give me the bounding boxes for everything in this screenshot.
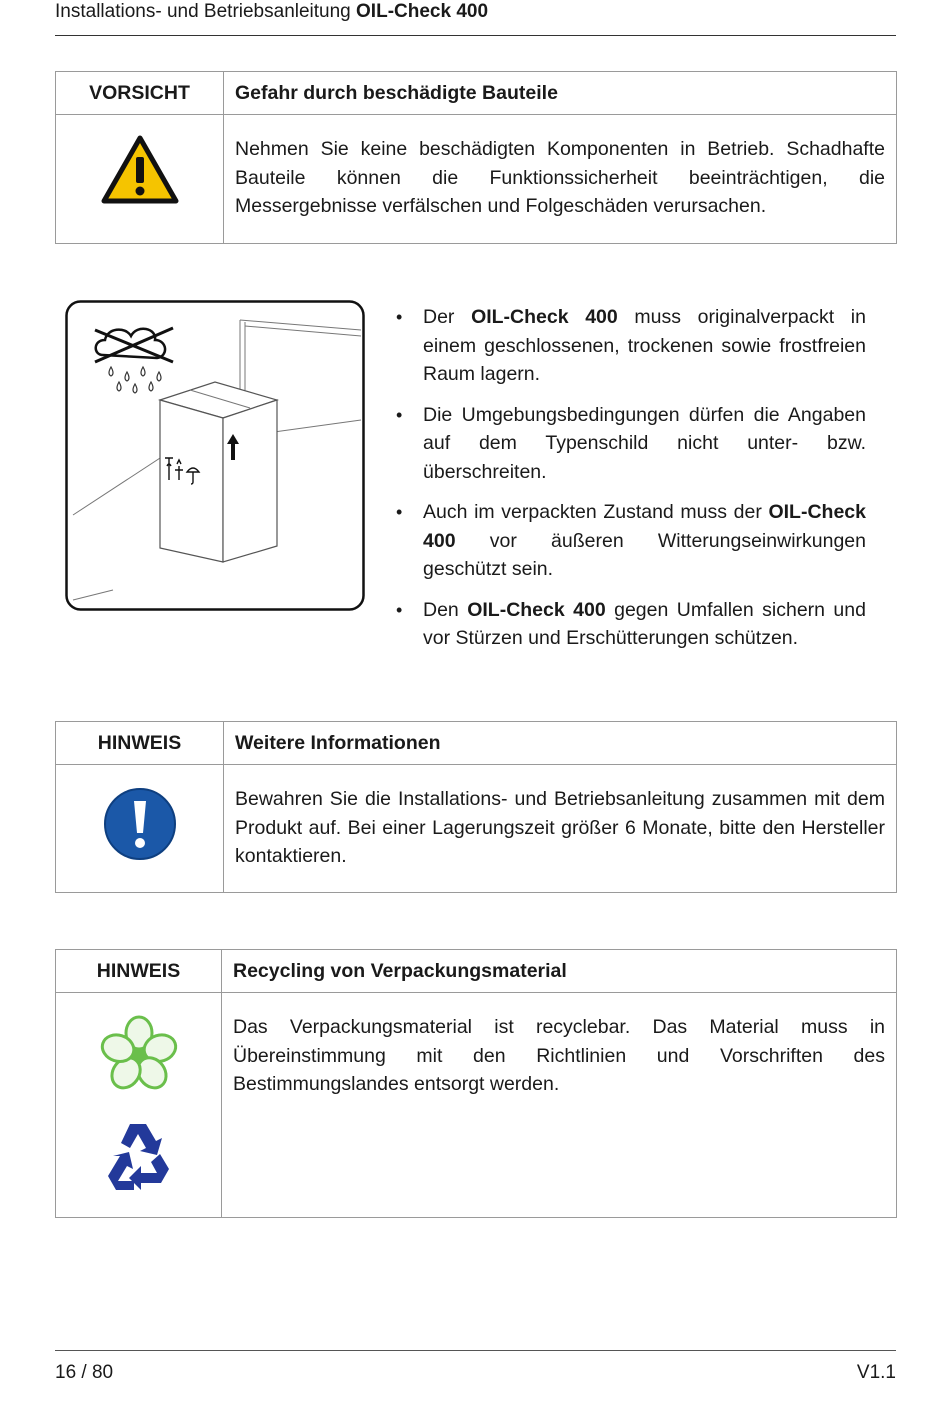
flower-eco-icon — [99, 1013, 179, 1093]
note1-icon-cell — [56, 765, 224, 893]
header-title-product: OIL-Check 400 — [356, 1, 489, 22]
page-footer — [55, 1350, 896, 1391]
note1-title: Weitere Informationen — [224, 722, 897, 765]
storage-instructions-list — [396, 303, 866, 665]
caution-text: Nehmen Sie keine beschädigten Komponenten in Betrieb. Schadhafte Bauteile können die Funktionssicherheit beeinträchtigen, die Messergebnisse verfälschen und Folgeschäden verursachen. — [224, 115, 897, 244]
list-item: • Den OIL-Check 400 gegen Umfallen sichern und vor Stürzen und Erschütterungen schützen. — [396, 596, 866, 653]
note1-text: Bewahren Sie die Installations- und Betriebsanleitung zusammen mit dem Produkt auf. Bei einer Lagerungszeit größer 6 Monate, bitte den Hersteller kontaktieren. — [224, 765, 897, 893]
header-title-prefix: Installations- und Betriebsanleitung — [55, 1, 351, 22]
warning-triangle-icon — [101, 135, 179, 205]
note2-text: Das Verpackungsmaterial ist recyclebar. Das Material muss in Übereinstimmung mit den Richtlinien und Vorschriften des Bestimmungslandes entsorgt werden. — [222, 993, 897, 1218]
header-title — [55, 1, 488, 23]
note2-icon-cell — [56, 993, 222, 1218]
caution-icon-cell — [56, 115, 224, 244]
info-note-box — [55, 721, 897, 893]
note2-title: Recycling von Verpackungsmaterial — [222, 950, 897, 993]
storage-box-illustration — [65, 300, 365, 611]
version-label: V1.1 — [856, 1362, 896, 1383]
caution-box — [55, 71, 897, 244]
list-item: • Auch im verpackten Zustand muss der OIL-Check 400 vor äußeren Witterungseinwirkungen geschützt sein. — [396, 498, 866, 584]
list-item: • Die Umgebungsbedingungen dürfen die Angaben auf dem Typenschild nicht unter- bzw. überschreiten. — [396, 401, 866, 487]
caution-label: VORSICHT — [56, 72, 224, 115]
recycling-note-box — [55, 949, 897, 1218]
info-exclamation-icon — [103, 787, 177, 861]
page-header — [55, 0, 896, 36]
note1-label: HINWEIS — [56, 722, 224, 765]
caution-title: Gefahr durch beschädigte Bauteile — [224, 72, 897, 115]
recycle-icon — [100, 1118, 178, 1192]
note2-label: HINWEIS — [56, 950, 222, 993]
list-item: • Der OIL-Check 400 muss originalverpackt in einem geschlossenen, trockenen sowie frostfreien Raum lagern. — [396, 303, 866, 389]
page-number: 16 / 80 — [55, 1362, 114, 1383]
